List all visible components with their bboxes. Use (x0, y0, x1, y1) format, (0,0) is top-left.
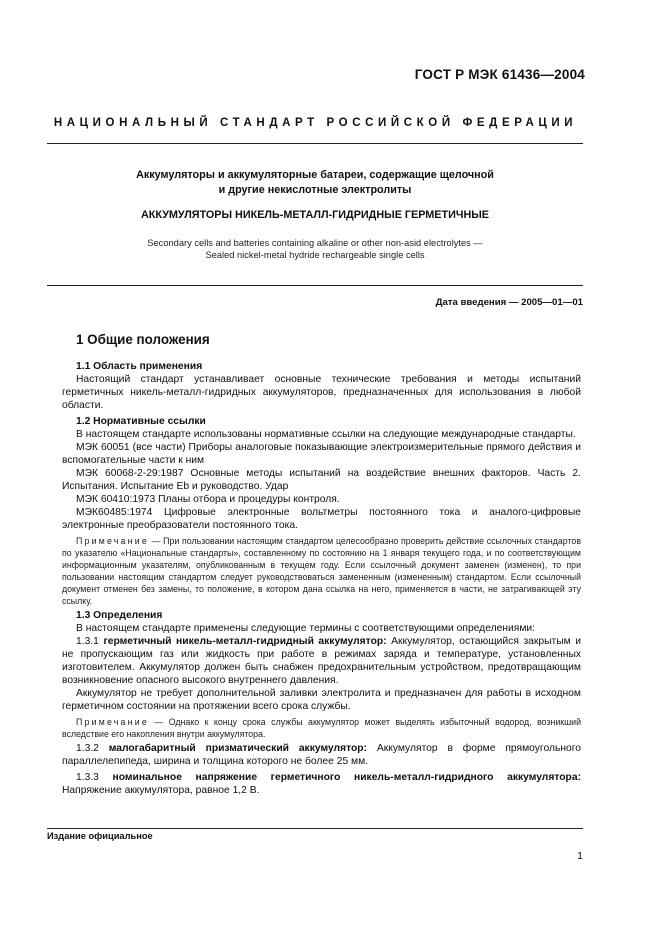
official-edition-label: Издание официальное (47, 831, 153, 841)
document-subtitle: АККУМУЛЯТОРЫ НИКЕЛЬ-МЕТАЛЛ-ГИДРИДНЫЕ ГЕРМЕТИЧНЫЕ (140, 209, 490, 221)
definition-1-3-2 (62, 742, 581, 768)
document-body (62, 332, 581, 797)
definition-term: номинальное напряжение герметичного никель-металл-гидридного аккумулятора: (112, 772, 581, 783)
english-title (47, 237, 583, 261)
english-title-line-1: Secondary cells and batteries containing alkaline or other non-asid electrolytes — (147, 238, 483, 248)
note-label: Примечание (76, 536, 149, 546)
note-references (62, 535, 581, 607)
english-title-line-2: Sealed nickel-metal hydride rechargeable single cells (205, 250, 425, 260)
definition-term: герметичный никель-металл-гидридный аккумулятор: (103, 636, 387, 647)
definition-number: 1.3.3 (76, 772, 113, 783)
section-1-3-heading: 1.3 Определения (76, 610, 163, 621)
reference-item: МЭК 60051 (все части) Приборы аналоговые показывающие электроизмерительные прямого действия и вспомогательные части к ним (62, 442, 581, 466)
note-definition (62, 716, 581, 740)
section-1-2-heading: 1.2 Нормативные ссылки (76, 416, 206, 427)
note-text: — При пользовании настоящим стандартом целесообразно проверить действие ссылочных стандартов по указателю «Национальные стандарты», составленному по состоянию на 1 января текущего года, и по соответствующим информационным указателям, опубликованным в текущем году. Если ссылочный документ заменен (изменен), то при пользовании настоящим стандартом следует руководствоваться замененным (измененным) стандартом. Если ссылочный документ отменен без замены, то положение, в котором дана ссылка на него, применяется в части, не затрагивающей эту ссылку. (62, 536, 581, 606)
title-line-1: Аккумуляторы и аккумуляторные батареи, содержащие щелочной (136, 169, 494, 181)
section-1-2-intro: В настоящем стандарте использованы нормативные ссылки на следующие международные стандарты. (76, 429, 576, 440)
definition-number: 1.3.1 (76, 636, 104, 647)
national-standard-banner: НАЦИОНАЛЬНЫЙ СТАНДАРТ РОССИЙСКОЙ ФЕДЕРАЦИИ (53, 117, 578, 129)
section-1-heading: 1 Общие положения (76, 332, 210, 347)
definition-1-3-1-continued: Аккумулятор не требует дополнительной заливки электролита и предназначен для работы в исходном герметичном состоянии на протяжении всего срока службы. (62, 688, 581, 712)
definition-1-3-1 (62, 635, 581, 687)
section-1-1-heading: 1.1 Область применения (76, 361, 203, 372)
definition-text: Напряжение аккумулятора, равное 1,2 В. (62, 785, 260, 796)
introduction-date: Дата введения — 2005—01—01 (435, 297, 583, 308)
reference-item: МЭК60485:1974 Цифровые электронные вольтметры постоянного тока и аналого-цифровые электронные преобразователи постоянного тока. (62, 507, 581, 531)
note-label: Примечание (76, 717, 149, 727)
reference-item: МЭК 60068-2-29:1987 Основные методы испытаний на воздействие внешних факторов. Часть 2. Испытания. Испытание Eb и руководство. Удар (62, 468, 581, 492)
standard-number: ГОСТ Р МЭК 61436—2004 (414, 67, 585, 82)
definition-1-3-3 (62, 771, 581, 797)
section-1-1-text: Настоящий стандарт устанавливает основные технические требования и методы испытаний герметичных никель-металл-гидридных аккумуляторов, предназначенных для использования в любой области. (62, 374, 581, 411)
reference-item: МЭК 60410:1973 Планы отбора и процедуры контроля. (76, 494, 340, 505)
definition-text: Аккумулятор в форме прямоугольного параллелепипеда, ширина и толщина которого не более 25 мм. (62, 743, 581, 767)
footer-divider (47, 828, 583, 829)
title-line-2: и другие некислотные электролиты (218, 184, 412, 196)
definition-term: малогабаритный призматический аккумулятор: (108, 743, 367, 754)
page-number: 1 (577, 850, 583, 862)
middle-divider (47, 285, 583, 286)
section-1-3-intro: В настоящем стандарте применены следующие термины с соответствующими определениями: (76, 623, 536, 634)
note-text: — Однако к концу срока службы аккумулятор может выделять избыточный водород, возникший вследствие его накопления внутри аккумулятора. (62, 717, 581, 739)
definition-number: 1.3.2 (76, 743, 109, 754)
top-divider (47, 143, 583, 144)
document-title (47, 168, 583, 198)
definition-text: Аккумулятор, остающийся закрытым и не пропускающим газ или жидкость при работе в режимах заряда и температуре, установленных изготовителем. Аккумулятор должен быть снабжен предохранительным устройством, предотвращающим возникновение опасного высокого внутреннего давления. (62, 636, 581, 686)
